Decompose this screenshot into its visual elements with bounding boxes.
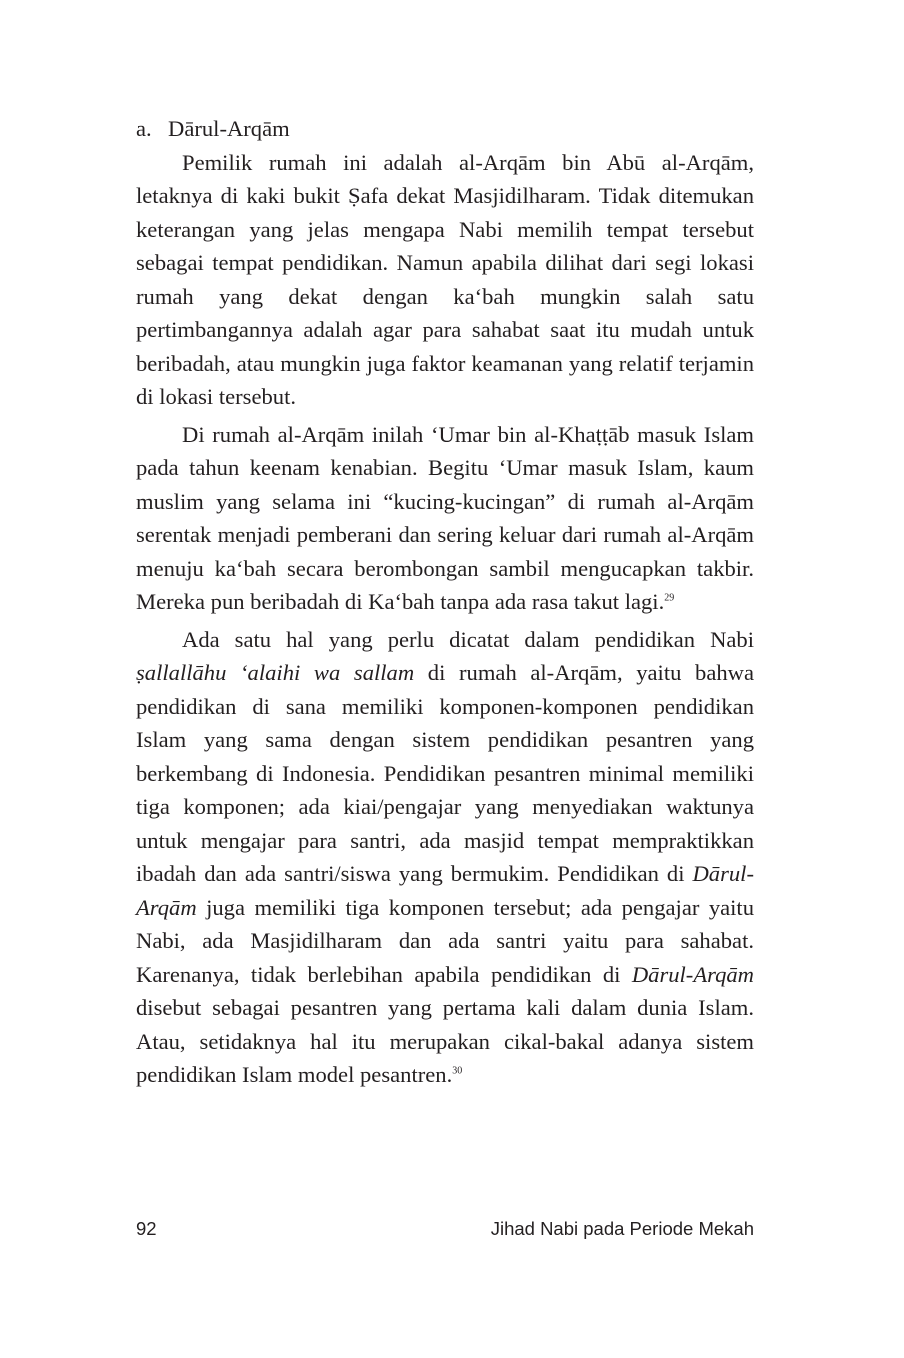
section-heading (136, 112, 754, 146)
body-text (136, 112, 754, 1092)
paragraph-2-text: Di rumah al-Arqām inilah ‘Umar bin al-Khaṭṭāb masuk Islam pada tahun keenam kenabian. Begitu ‘Umar masuk Islam, kaum muslim yang selama ini “kucing-kucingan” di rumah al-Arqām serentak menjadi pemberani dan sering keluar dari rumah al-Arqām menuju ka‘bah secara berombongan sambil mengucapkan takbir. Mereka pun beribadah di Ka‘bah tanpa ada rasa takut lagi. (136, 421, 754, 614)
paragraph-3-part-2: di rumah al-Arqām, yaitu bahwa pendidikan di sana memiliki komponen-komponen pendidikan Islam yang sama dengan sistem pendidikan pesantren yang berkembang di Indonesia. Pendidikan pesantren minimal memiliki tiga komponen; ada kiai/pengajar yang menyediakan waktunya untuk mengajar para santri, ada masjid tempat mempraktikkan ibadah dan ada santri/siswa yang bermukim. Pendidikan di (136, 660, 755, 886)
paragraph-3-part-1: Ada satu hal yang perlu dicatat dalam pendidikan Nabi (182, 626, 754, 652)
paragraph-1-text: Pemilik rumah ini adalah al-Arqām bin Abū al-Arqām, letaknya di kaki bukit Ṣafa dekat Masjidilharam. Tidak ditemukan keterangan yang jelas mengapa Nabi memilih tempat tersebut sebagai tempat pendidikan. Namun apabila dilihat dari segi lokasi rumah yang dekat dengan ka‘bah mungkin salah satu pertimbangannya adalah agar para sahabat saat itu mudah untuk beribadah, atau mungkin juga faktor keamanan yang relatif terjamin di lokasi tersebut. (136, 149, 754, 409)
paragraph-3-italic-1: ṣallallāhu ‘alaihi wa sallam (136, 660, 415, 685)
paragraph-3-italic-2: Dārul-Arqām (136, 861, 754, 920)
paragraph-3-part-3: juga memiliki tiga komponen tersebut; ada pengajar yaitu Nabi, ada Masjidilharam dan ada santri yaitu para sahabat. Karenanya, tidak berlebihan apabila pendidikan di (136, 894, 754, 987)
paragraph-3-italic-3: Dārul-Arqām (631, 961, 754, 987)
page-number: 92 (136, 1218, 157, 1239)
running-title: Jihad Nabi pada Periode Mekah (490, 1218, 754, 1239)
page-footer (136, 1218, 754, 1246)
footnote-marker-29: 29 (664, 592, 675, 604)
paragraph-3 (136, 623, 754, 1092)
footnote-marker-30: 30 (452, 1065, 463, 1077)
paragraph-3-part-4: disebut sebagai pesantren yang pertama kali dalam dunia Islam. Atau, setidaknya hal itu merupakan cikal-bakal adanya sistem pendidikan Islam model pesantren. (136, 995, 754, 1087)
section-title: Dārul-Arqām (168, 116, 290, 141)
section-label: a. (136, 116, 152, 141)
paragraph-1 (136, 146, 754, 414)
paragraph-2 (136, 418, 754, 619)
